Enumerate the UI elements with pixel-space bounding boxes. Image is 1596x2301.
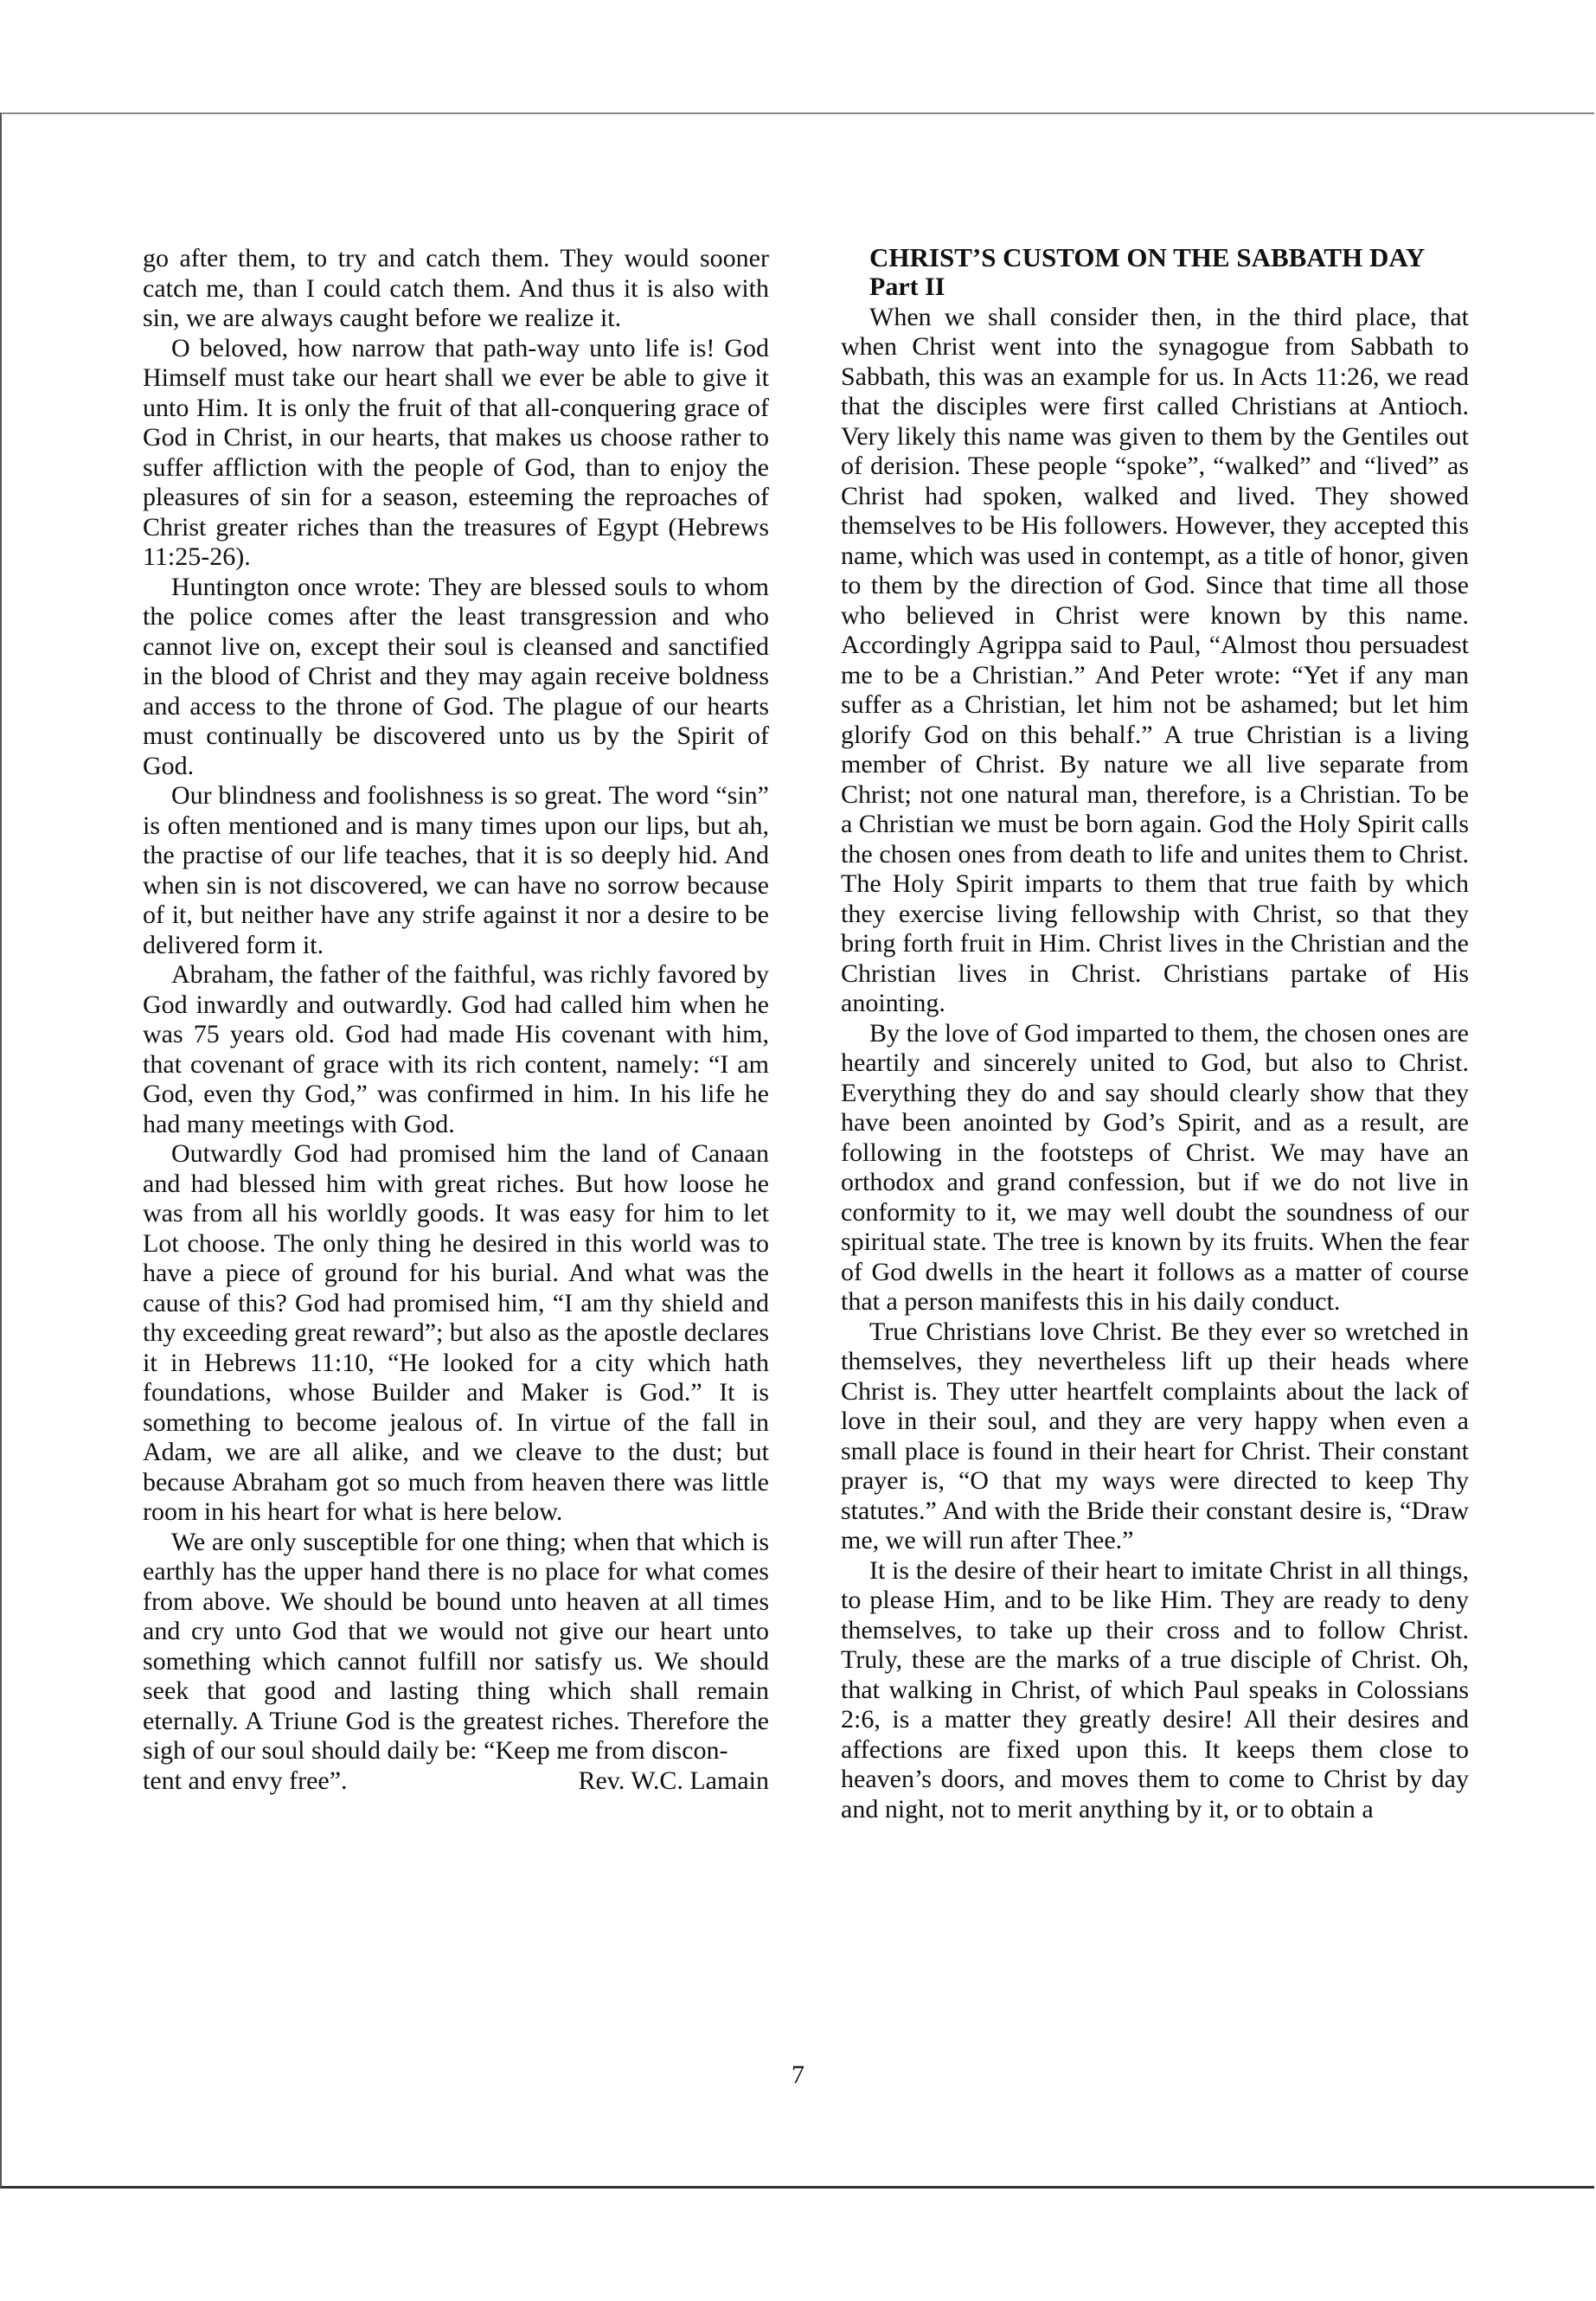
closing-line — [143, 1766, 769, 1797]
paragraph: When we shall consider then, in the third place, that when Christ went into the synagogue from Sabbath to Sabbath, this was an example for us. In Acts 11:26, we read that the disciples were first called Christians at Antioch. Very likely this name was given to them by the Gentiles out of derision. These people “spoke”, “walked” and “lived” as Christ had spoken, walked and lived. They showed themselves to be His followers. However, they accepted this name, which was used in contempt, as a title of honor, given to them by the direction of God. Since that time all those who believed in Christ were known by this name. Accordingly Agrippa said to Paul, “Almost thou persuadest me to be a Christian.” And Peter wrote: “Yet if any man suffer as a Christian, let him not be ashamed; but let him glorify God on this behalf.” A true Christian is a living member of Christ. By nature we all live separate from Christ; not one natural man, therefore, is a Christian. To be a Christian we must be born again. God the Holy Spirit calls the chosen ones from death to life and unites them to Christ. The Holy Spirit imparts to them that true faith by which they exercise living fellowship with Christ, so that they bring forth fruit in Him. Christ lives in the Christian and the Christian lives in Christ. Christians partake of His anointing. — [841, 302, 1469, 1017]
paragraph: go after them, to try and catch them. They would sooner catch me, than I could catch them. And thus it is also with sin, we are always caught before we realize it. — [143, 244, 769, 332]
page-number: 7 — [792, 2061, 804, 2089]
paragraph: Our blindness and foolishness is so great. The word “sin” is often mentioned and is many times upon our lips, but ah, the practise of our life teaches, that it is so deeply hid. And when sin is not discovered, we can have no sorrow because of it, but neither have any strife against it nor a desire to be delivered form it. — [143, 781, 769, 959]
paragraph: It is the desire of their heart to imitate Christ in all things, to please Him, and to be like Him. They are ready to deny themselves, to take up their cross and to follow Christ. Truly, these are the marks of a true disciple of Christ. Oh, that walking in Christ, of which Paul speaks in Colossians 2:6, is a matter they greatly desire! All their desires and affections are fixed upon this. It keeps them close to heaven’s doors, and moves them to come to Christ by day and night, not to merit anything by it, or to obtain a — [841, 1555, 1469, 1823]
paragraph: O beloved, how narrow that path-way unto life is! God Himself must take our heart shall we ever be able to give it unto Him. It is only the fruit of that all-conquering grace of God in Christ, in our hearts, that makes us choose rather to suffer affliction with the people of God, than to enjoy the pleasures of sin for a season, esteeming the reproaches of Christ greater riches than the treasures of Egypt (Hebrews 11:25-26). — [143, 333, 769, 571]
paragraph: Abraham, the father of the faithful, was richly favored by God inwardly and outwardly. God had called him when he was 75 years old. God had made His covenant with him, that covenant of grace with its rich content, namely: “I am God, even thy God,” was confirmed in him. In his life he had many meetings with God. — [143, 960, 769, 1138]
closing-text: tent and envy free”. — [143, 1766, 348, 1795]
article-subtitle: Part II — [869, 272, 945, 301]
article-title: CHRIST’S CUSTOM ON THE SABBATH DAY — [869, 242, 1426, 272]
paragraph: Outwardly God had promised him the land of Canaan and had blessed him with great riches. But how loose he was from all his worldly goods. It was easy for him to let Lot choose. The only thing he desired in this world was to have a piece of ground for his burial. And what was the cause of this? God had promised him, “I am thy shield and thy exceeding great reward”; but also as the apostle declares it in Hebrews 11:10, “He looked for a city which hath foundations, whose Builder and Maker is God.” It is something to become jealous of. In virtue of the fall in Adam, we are all alike, and we cleave to the dust; but because Abraham got so much from heaven there was little room in his heart for what is here below. — [143, 1139, 769, 1526]
paragraph: By the love of God imparted to them, the chosen ones are heartily and sincerely united to God, but also to Christ. Everything they do and say should clearly show that they have been anointed by God’s Spirit, and as a result, are following in the footsteps of Christ. We may have an orthodox and grand confession, but if we do not live in conformity to it, we may well doubt the soundness of our spiritual state. The tree is known by its fruits. When the fear of God dwells in the heart it follows as a matter of course that a person manifests this in his daily conduct. — [841, 1018, 1469, 1316]
left-column — [143, 244, 769, 1796]
author-signature: Rev. W.C. Lamain — [578, 1766, 769, 1795]
right-column — [841, 242, 1469, 1824]
paragraph: We are only susceptible for one thing; when that which is earthly has the upper hand there is no place for what comes from above. We should be bound unto heaven at all times and cry unto God that we would not give our heart unto something which cannot fulfill nor satisfy us. We should seek that good and lasting thing which shall remain eternally. A Triune God is the greatest riches. Therefore the sigh of our soul should daily be: “Keep me from discon- — [143, 1527, 769, 1765]
paragraph: Huntington once wrote: They are blessed souls to whom the police comes after the least transgression and who cannot live on, except their soul is cleansed and sanctified in the blood of Christ and they may again receive boldness and access to the throne of God. The plague of our hearts must continually be discovered unto us by the Spirit of God. — [143, 572, 769, 780]
paragraph: True Christians love Christ. Be they ever so wretched in themselves, they nevertheless lift up their heads where Christ is. They utter heartfelt complaints about the lack of love in their soul, and they are very happy when even a small place is found in their heart for Christ. Their constant prayer is, “O that my ways were directed to keep Thy statutes.” And with the Bride their constant desire is, “Draw me, we will run after Thee.” — [841, 1317, 1469, 1554]
